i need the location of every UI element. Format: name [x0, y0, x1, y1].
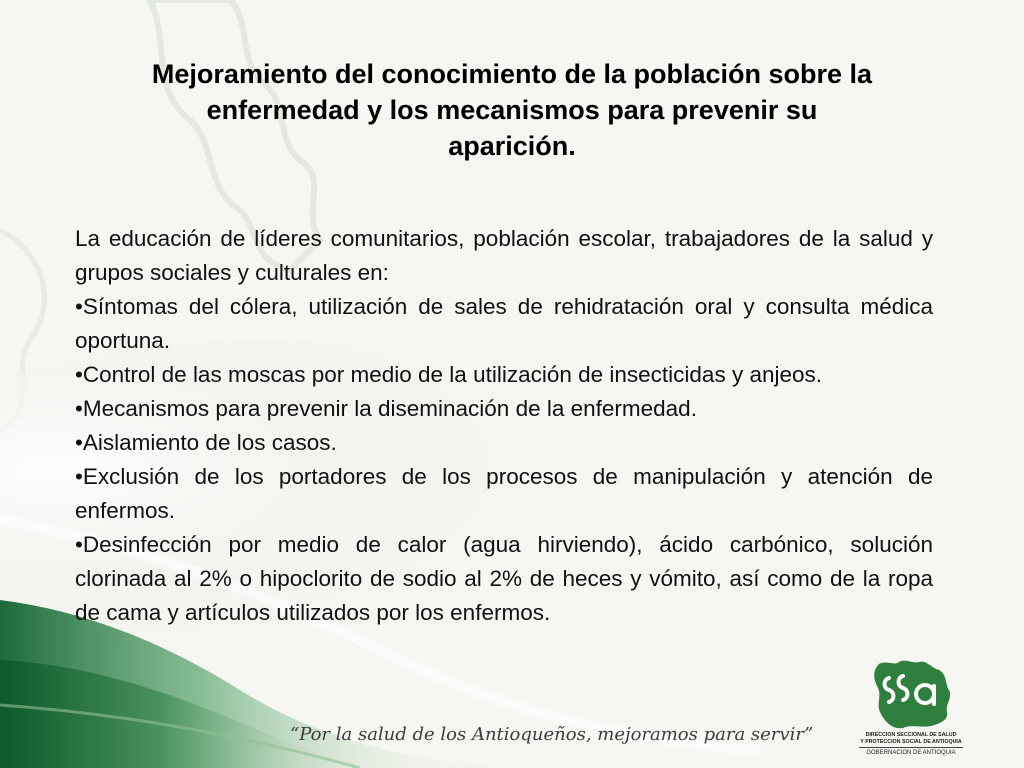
logo-divider — [859, 747, 963, 748]
antioquia-map-logo-icon — [869, 658, 953, 730]
bullet-item: •Control de las moscas por medio de la utilización de insecticidas y anjeos. — [75, 362, 823, 387]
slide-title: Mejoramiento del conocimiento de la población sobre la enfermedad y los mecanismos para prevenir su aparición. — [151, 59, 873, 161]
bullet-item: •Mecanismos para prevenir la diseminación de la enfermedad. — [75, 396, 697, 421]
bullet-item: •Exclusión de los portadores de los procesos de manipulación y atención de enfermos. — [75, 464, 933, 523]
footer-slogan: “Por la salud de los Antioqueños, mejoramos para servir” — [290, 724, 814, 745]
bullet-item: •Desinfección por medio de calor (agua hirviendo), ácido carbónico, solución clorinada al 2% o hipoclorito de sodio al 2% de heces y vómito, así como de la ropa de cama y artículos utilizados por los enfermos. — [75, 532, 933, 625]
logo-caption-line3: GOBERNACION DE ANTIOQUIA — [866, 750, 956, 756]
slide-body — [75, 222, 933, 630]
logo-caption-line2: Y PROTECCION SOCIAL DE ANTIOQUIA — [860, 739, 962, 745]
bullet-item: •Síntomas del cólera, utilización de sales de rehidratación oral y consulta médica oportuna. — [75, 294, 933, 353]
bullet-item: •Aislamiento de los casos. — [75, 430, 337, 455]
logo-caption-line1: DIRECCION SECCIONAL DE SALUD — [865, 732, 957, 738]
organization-logo — [855, 658, 967, 764]
intro-paragraph: La educación de líderes comunitarios, población escolar, trabajadores de la salud y grupos sociales y culturales en: — [75, 226, 933, 285]
